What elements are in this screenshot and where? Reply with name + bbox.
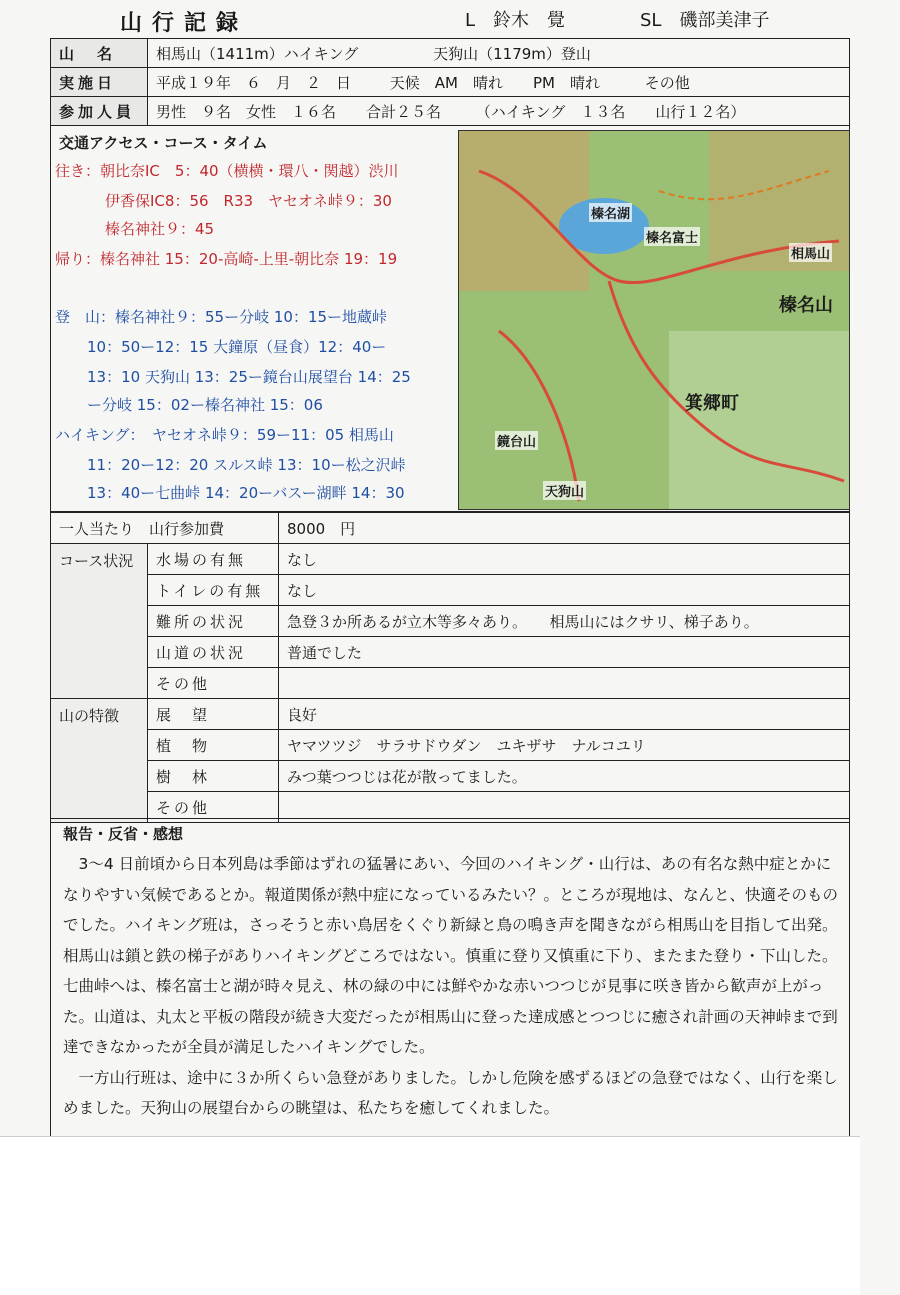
members-value: 男性 ９名 女性 １６名 合計２５名	[156, 102, 442, 121]
course-row-3	[51, 637, 850, 668]
course-category: コース状況	[51, 544, 148, 699]
map-label-town: 箕郷町	[685, 393, 739, 414]
hike-time-3: 13：40ー七曲峠 14：20ーバスー湖畔 14：30	[87, 484, 405, 502]
report-section	[50, 818, 850, 1140]
course-value-2: 急登３か所あるが立木等多々あり。 相馬山にはクサリ、梯子あり。	[279, 606, 850, 637]
map-label-fuji: 榛名富士	[644, 227, 700, 246]
course-row-2	[51, 606, 850, 637]
feature-key-3: その他	[148, 792, 279, 823]
feature-value-2: みつ葉つつじは花が散ってました。	[279, 761, 850, 792]
subleader-name: SL 磯部美津子	[640, 10, 770, 31]
report-body	[63, 849, 838, 1124]
map-label-haruna: 榛名山	[779, 295, 833, 316]
route-map	[458, 130, 850, 510]
document-title: 山行記録	[120, 11, 249, 36]
members-label: 参加人員	[51, 97, 148, 126]
members-value-cell	[148, 97, 850, 126]
climb-time-2: 10：50ー12：15 大鐘原（昼食）12：40ー	[87, 338, 387, 356]
map-terrain	[459, 131, 849, 509]
access-return: 帰り：榛名神社 15：20-高崎-上里-朝比奈 19：19	[55, 250, 398, 268]
course-key-0: 水場の有無	[148, 544, 279, 575]
course-key-3: 山道の状況	[148, 637, 279, 668]
course-row-4	[51, 668, 850, 699]
course-value-1: なし	[279, 575, 850, 606]
date-value-cell	[148, 68, 850, 97]
mountain-value	[148, 39, 850, 68]
members-detail: （ハイキング １３名 山行１２名）	[475, 102, 746, 121]
mountain-row	[51, 39, 850, 68]
date-row	[51, 68, 850, 97]
weather-value: 天候 AM 晴れ PM 晴れ	[389, 73, 600, 92]
access-outbound-3: 榛名神社９：45	[105, 220, 215, 238]
course-row-0	[51, 544, 850, 575]
blank-overlay	[0, 1136, 860, 1295]
feature-key-1: 植 物	[148, 730, 279, 761]
map-label-kyodai: 鏡台山	[495, 431, 538, 450]
hike-time-1: ハイキング： ヤセオネ峠９：59ー11：05 相馬山	[55, 426, 394, 444]
climb-time-4: ー分岐 15：02ー榛名神社 15：06	[87, 396, 323, 414]
date-label: 実施日	[51, 68, 148, 97]
feature-row-0	[51, 699, 850, 730]
report-paragraph-1: 3～4 日前頃から日本列島は季節はずれの猛暑にあい、今回のハイキング・山行は、あの有名な熱中症とかになりやすい気候であるとか。報道関係が熱中症になっているみたい？。ところが現地は、なんと、快適そのものでした。ハイキング班は，さっそうと赤い鳥居をくぐり新緑と鳥の鳴き声を聞きながら相馬山を目指して出発。相馬山は鎖と鉄の梯子がありハイキングどころではない。慎重に登り又慎重に下り、またまた登り・下山した。七曲峠へは、榛名富士と湖が時々見え、林の緑の中には鮮やかな赤いつつじが見事に咲き皆から歓声が上がった。山道は、丸太と平板の階段が続き大変だったが相馬山に登った達成感とつつじに癒され計画の天神峠まで到達できなかったが全員が満足したハイキングでした。	[63, 855, 839, 1056]
climb-time-3: 13：10 天狗山 13：25ー鏡台山展望台 14：25	[87, 368, 411, 386]
condition-table	[50, 512, 850, 823]
report-title: 報告・反省・感想	[63, 825, 184, 843]
leader-name: L 鈴木 覺	[465, 10, 566, 31]
feature-category: 山の特徴	[51, 699, 148, 823]
cost-row	[51, 513, 850, 544]
feature-key-2: 樹 林	[148, 761, 279, 792]
course-key-1: トイレの有無	[148, 575, 279, 606]
access-title: 交通アクセス・コース・タイム	[59, 134, 268, 152]
weather-other: その他	[644, 73, 690, 92]
access-outbound-2: 伊香保IC8：56 R33 ヤセオネ峠９：30	[105, 192, 392, 210]
map-label-soma: 相馬山	[789, 243, 832, 262]
mountain-climb: 天狗山（1179m）登山	[433, 44, 591, 63]
feature-value-1: ヤマツツジ サラサドウダン ユキザサ ナルコユリ	[279, 730, 850, 761]
feature-row-2	[51, 761, 850, 792]
course-value-3: 普通でした	[279, 637, 850, 668]
climb-time-1: 登 山：榛名神社９：55ー分岐 10：15ー地蔵峠	[55, 308, 388, 326]
access-outbound-1: 往き：朝比奈IC 5：40（横横・環八・関越）渋川	[55, 162, 399, 180]
hike-time-2: 11：20ー12：20 スルス峠 13：10ー松之沢峠	[87, 456, 406, 474]
course-row-1	[51, 575, 850, 606]
basic-info-table	[50, 38, 850, 126]
feature-row-1	[51, 730, 850, 761]
map-label-tengu: 天狗山	[543, 481, 586, 500]
report-paragraph-2: 一方山行班は、途中に３か所くらい急登がありました。しかし危険を感ずるほどの急登ではなく、山行を楽しめました。天狗山の展望台からの眺望は、私たちを癒してくれました。	[63, 1068, 838, 1117]
cost-label: 一人当たり 山行参加費	[51, 513, 279, 544]
map-label-lake: 榛名湖	[589, 203, 632, 222]
date-value: 平成１９年 ６ 月 ２ 日	[156, 73, 352, 92]
mountain-label: 山 名	[51, 39, 148, 68]
course-key-2: 難所の状況	[148, 606, 279, 637]
course-value-0: なし	[279, 544, 850, 575]
access-section	[50, 126, 850, 512]
course-value-4	[279, 668, 850, 699]
cost-value: 8000 円	[279, 513, 850, 544]
mountain-hiking: 相馬山（1411m）ハイキング	[156, 44, 359, 63]
course-key-4: その他	[148, 668, 279, 699]
feature-key-0: 展 望	[148, 699, 279, 730]
feature-value-0: 良好	[279, 699, 850, 730]
members-row	[51, 97, 850, 126]
